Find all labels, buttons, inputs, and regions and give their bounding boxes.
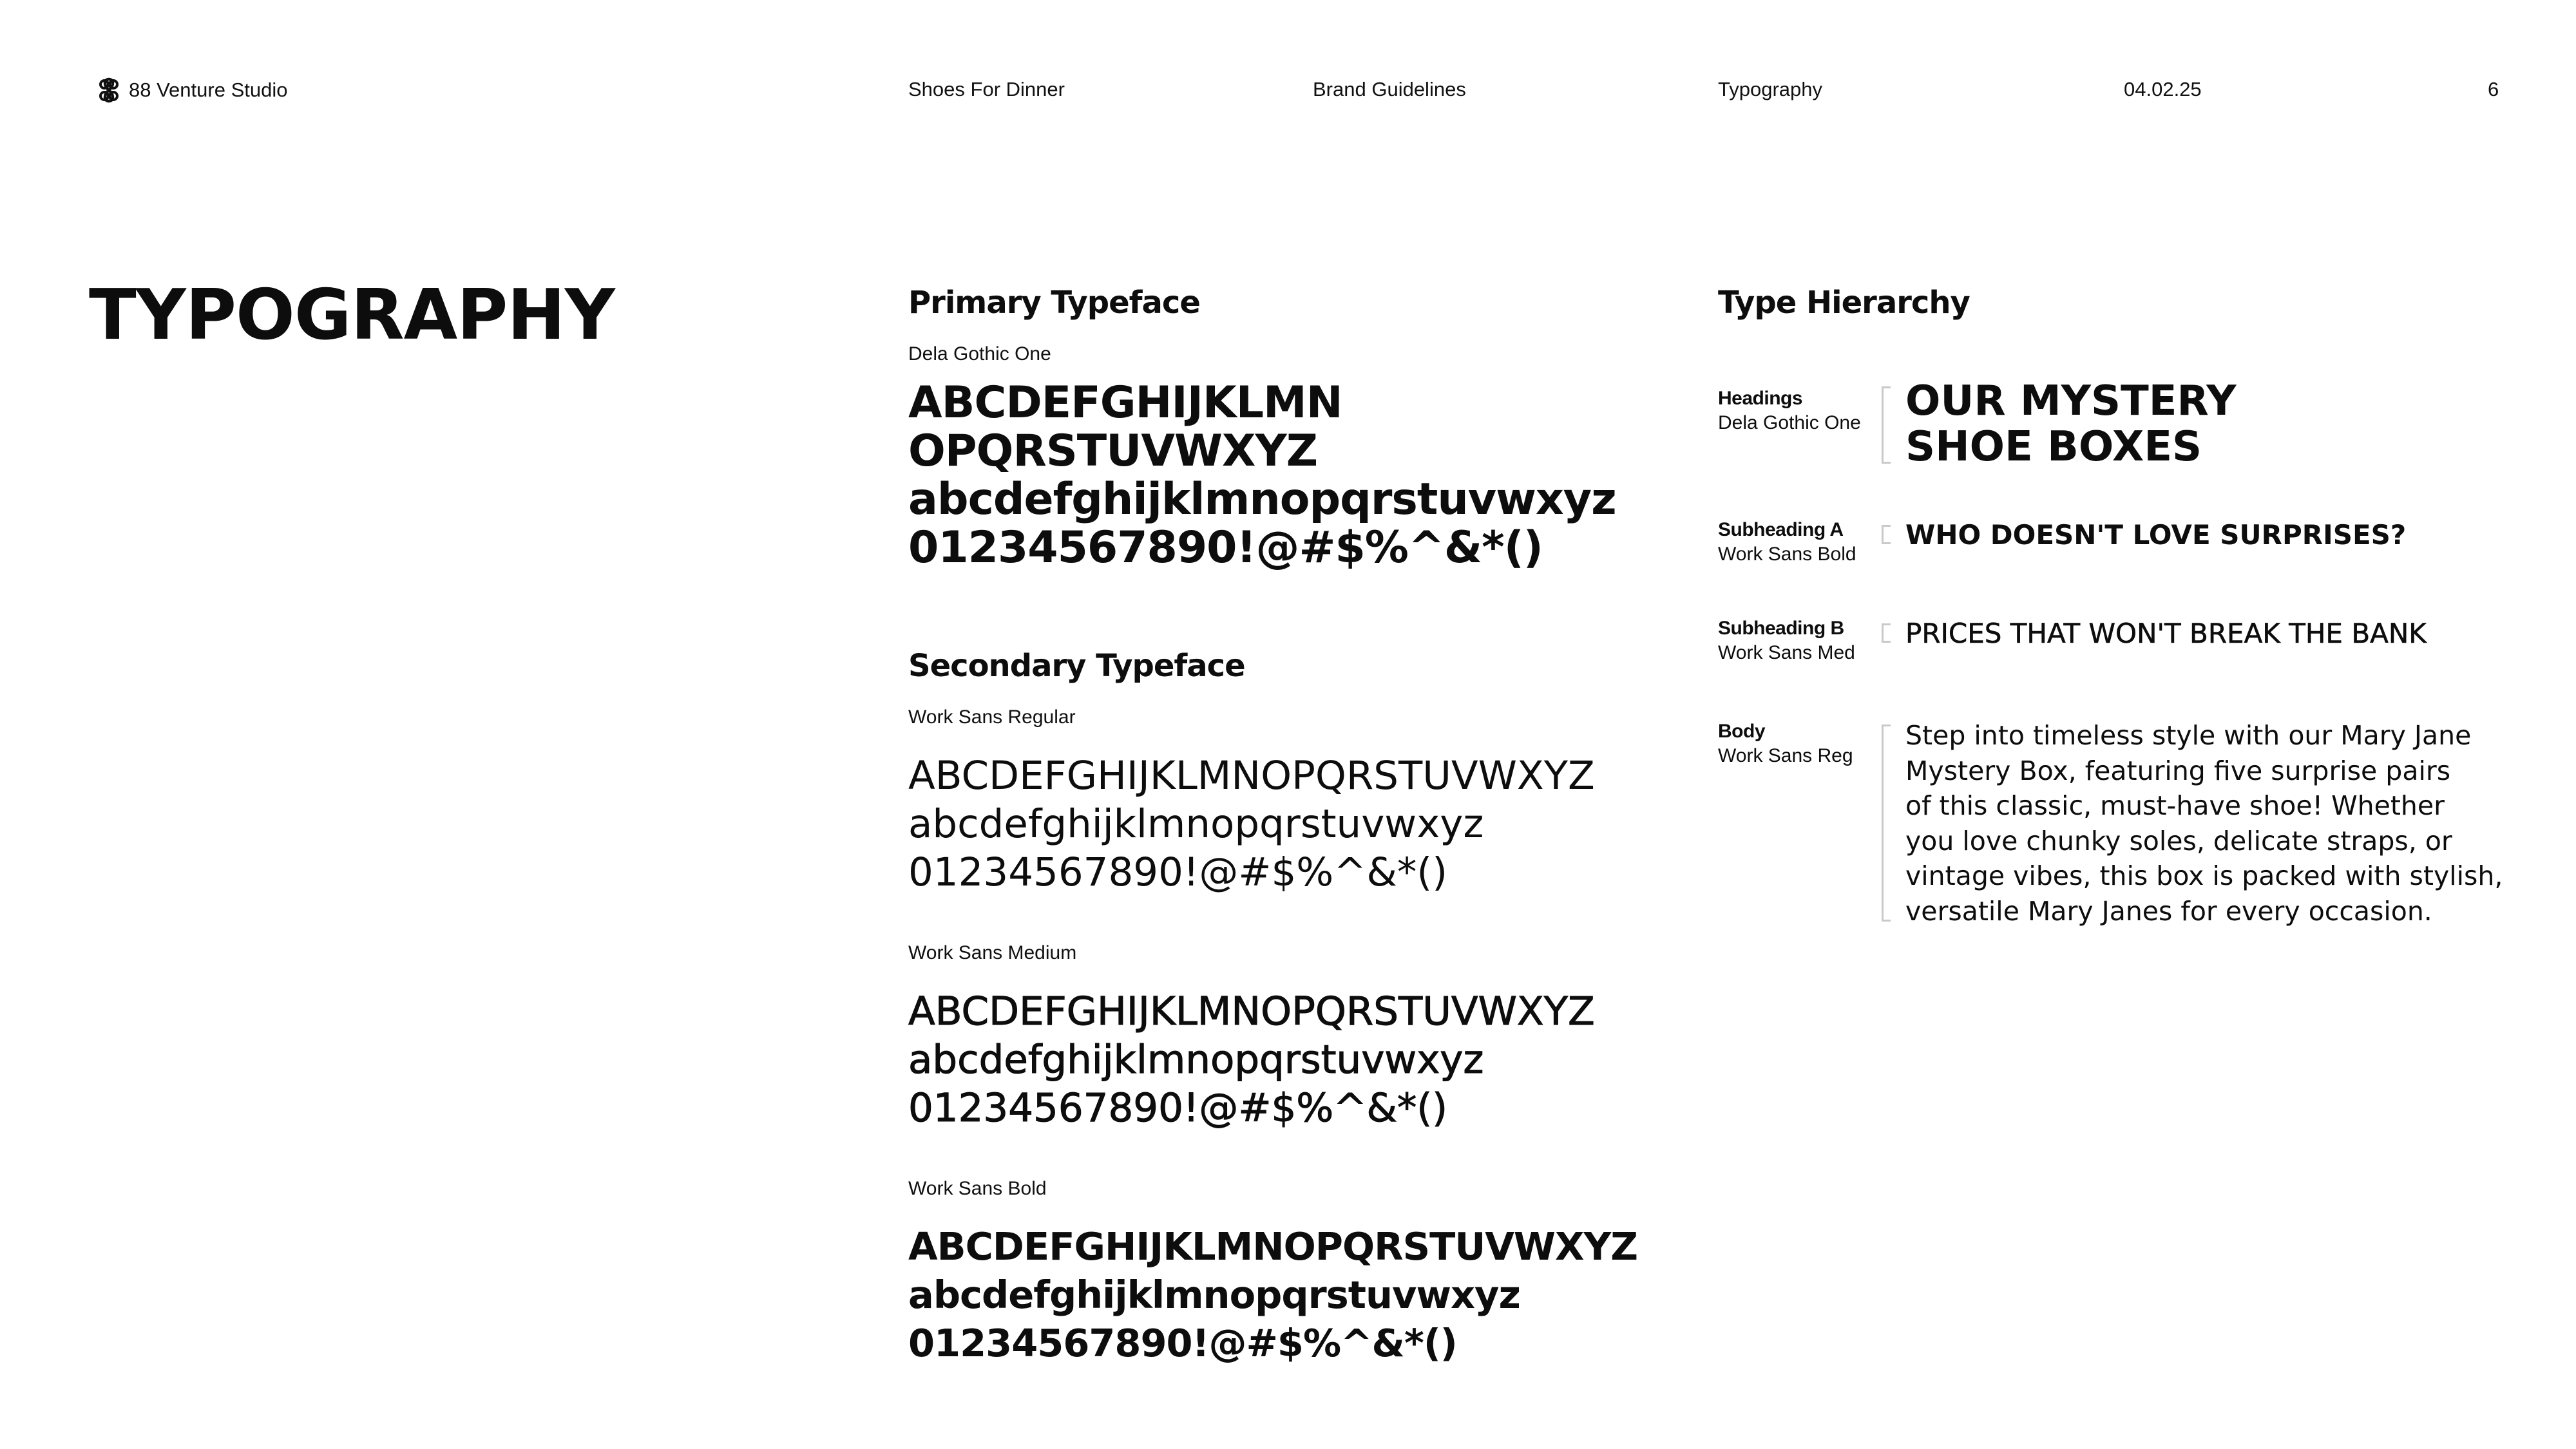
sample-line: versatile Mary Janes for every occasion. — [1905, 895, 2432, 927]
secondary-typeface-heading: Secondary Typeface — [908, 648, 1245, 684]
hierarchy-level-font: Work Sans Med — [1718, 642, 1855, 663]
type-hierarchy-heading: Type Hierarchy — [1718, 285, 1970, 321]
secondary-bold-specimen — [908, 1222, 1637, 1367]
document-name: Brand Guidelines — [1313, 78, 1466, 100]
specimen-line: ABCDEFGHIJKLMNOPQRSTUVWXYZ — [908, 989, 1595, 1034]
sample-line: Mystery Box, featuring five surprise pairs — [1905, 755, 2451, 786]
specimen-line: ABCDEFGHIJKLMN — [908, 377, 1342, 428]
sample-line: you love chunky soles, delicate straps, or — [1905, 825, 2452, 857]
hierarchy-sample-subheading-a: WHO DOESN'T LOVE SURPRISES? — [1905, 519, 2407, 551]
sample-line: vintage vibes, this box is packed with stylish, — [1905, 860, 2503, 891]
hierarchy-level-font: Work Sans Reg — [1718, 745, 1853, 766]
specimen-line: 01234567890!@#$%^&*() — [908, 1321, 1457, 1365]
page-title: TYPOGRAPHY — [89, 275, 615, 355]
specimen-line: 01234567890!@#$%^&*() — [908, 522, 1543, 573]
hierarchy-label-subheading-b — [1718, 616, 1855, 665]
specimen-line: abcdefghijklmnopqrstuvwxyz — [908, 1273, 1520, 1317]
secondary-medium-specimen — [908, 987, 1595, 1132]
specimen-line: abcdefghijklmnopqrstuvwxyz — [908, 474, 1616, 525]
document-date: 04.02.25 — [2124, 78, 2202, 100]
secondary-medium-font-name: Work Sans Medium — [908, 942, 1077, 963]
specimen-line: 01234567890!@#$%^&*() — [908, 1085, 1448, 1131]
primary-specimen — [908, 379, 1616, 572]
hierarchy-sample-subheading-b: PRICES THAT WON'T BREAK THE BANK — [1905, 618, 2427, 649]
infinity-88-logo-icon — [95, 77, 122, 104]
client-name: Shoes For Dinner — [908, 78, 1065, 100]
secondary-regular-font-name: Work Sans Regular — [908, 706, 1076, 728]
page-number: 6 — [2488, 78, 2499, 100]
hierarchy-level-font: Dela Gothic One — [1718, 412, 1861, 433]
specimen-line: ABCDEFGHIJKLMNOPQRSTUVWXYZ — [908, 1224, 1637, 1269]
hierarchy-sample-body — [1905, 718, 2503, 929]
hierarchy-level-name: Body — [1718, 721, 1765, 742]
primary-typeface-heading: Primary Typeface — [908, 285, 1200, 321]
hierarchy-bracket — [1882, 724, 1891, 922]
studio-name: 88 Venture Studio — [129, 79, 288, 101]
specimen-line: abcdefghijklmnopqrstuvwxyz — [908, 1037, 1484, 1083]
sample-line: Step into timeless style with our Mary Jane — [1905, 720, 2472, 751]
primary-font-name: Dela Gothic One — [908, 343, 1051, 365]
specimen-line: ABCDEFGHIJKLMNOPQRSTUVWXYZ — [908, 753, 1595, 799]
hierarchy-bracket — [1882, 386, 1891, 464]
section-name: Typography — [1718, 78, 1822, 100]
hierarchy-label-subheading-a — [1718, 518, 1856, 567]
hierarchy-level-name: Subheading A — [1718, 519, 1844, 540]
specimen-line: OPQRSTUVWXYZ — [908, 426, 1317, 477]
sample-line: OUR MYSTERY — [1905, 377, 2237, 425]
hierarchy-sample-headings — [1905, 379, 2237, 470]
studio-logo — [95, 77, 287, 104]
hierarchy-bracket — [1882, 623, 1891, 643]
sample-line: SHOE BOXES — [1905, 423, 2202, 471]
hierarchy-level-font: Work Sans Bold — [1718, 544, 1856, 565]
secondary-bold-font-name: Work Sans Bold — [908, 1178, 1047, 1199]
sample-line: of this classic, must-have shoe! Whether — [1905, 790, 2445, 821]
hierarchy-label-headings — [1718, 386, 1861, 435]
hierarchy-level-name: Subheading B — [1718, 618, 1844, 639]
hierarchy-label-body — [1718, 719, 1853, 768]
specimen-line: 01234567890!@#$%^&*() — [908, 849, 1448, 895]
secondary-regular-specimen — [908, 752, 1595, 896]
hierarchy-level-name: Headings — [1718, 388, 1803, 409]
specimen-line: abcdefghijklmnopqrstuvwxyz — [908, 801, 1484, 847]
hierarchy-bracket — [1882, 525, 1891, 544]
